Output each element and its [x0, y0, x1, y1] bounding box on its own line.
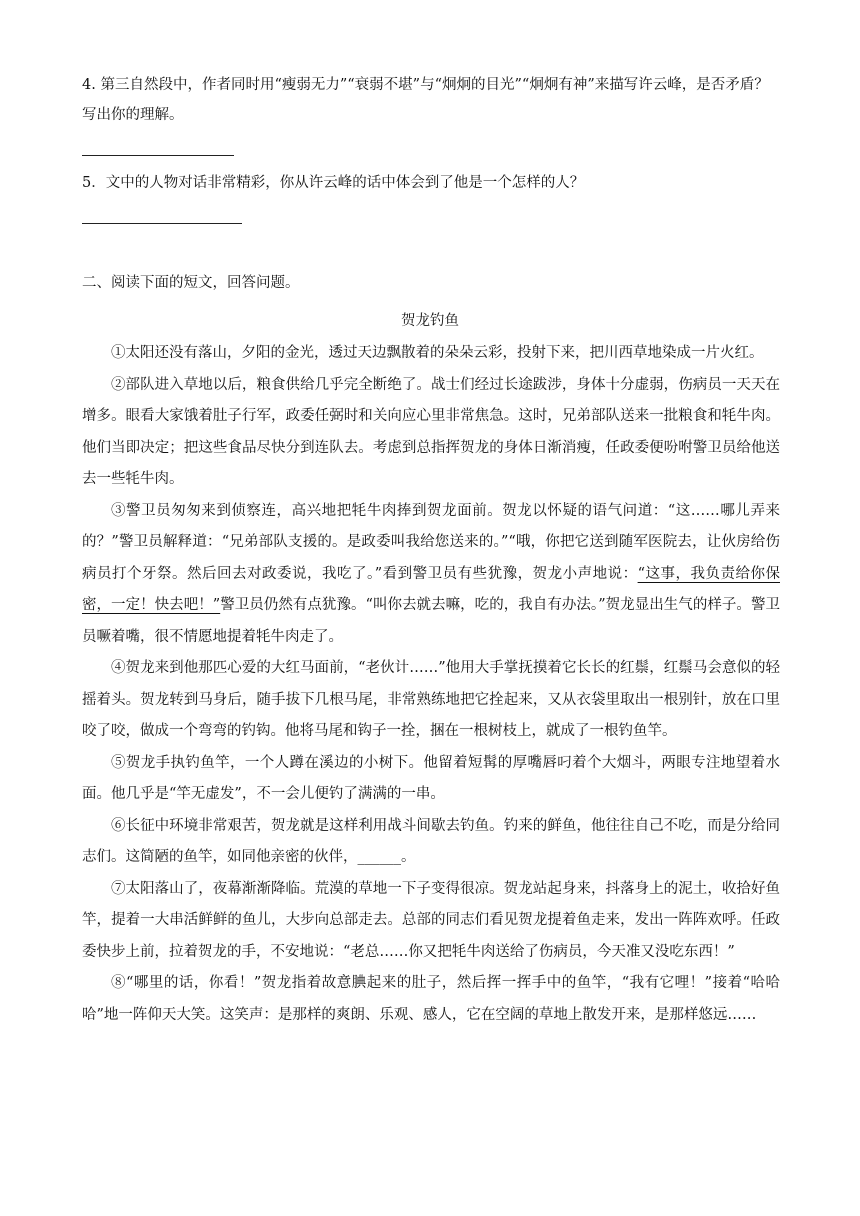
answer-line-5[interactable] [82, 223, 242, 224]
answer-line-4[interactable] [82, 155, 234, 156]
paragraph-5: ⑤贺龙手执钓鱼竿，一个人蹲在溪边的小树下。他留着短髯的厚嘴唇叼着个大烟斗，两眼专注地望着水面。他几乎是“竿无虚发”，不一会儿便钓了满满的一串。 [82, 754, 780, 802]
question-4-line-2: 写出你的理解。 [82, 107, 184, 123]
question-4-line-1: 4. 第三自然段中，作者同时用“瘦弱无力”“衰弱不堪”与“炯炯的目光”“炯炯有神”来描写许云峰，是否矛盾？ [82, 77, 769, 93]
question-5-text: 5．文中的人物对话非常精彩，你从许云峰的话中体会到了他是一个怎样的人？ [82, 175, 585, 191]
paragraph-3-part-a: ③警卫员匆匆来到侦察连，高兴地把牦牛肉捧到贺龙面前。贺龙以怀疑的语气问道：“这……哪儿弄来的？”警卫员解释道：“兄弟部队支援的。是政委叫我给您送来的。”“哦，你把它送到随军医院去，让伙房给伤病员打个牙祭。然后回去对政委说，我吃了。”看到警卫员有些犹豫，贺龙小声地说： [82, 502, 780, 582]
paragraph-4: ④贺龙来到他那匹心爱的大红马面前，“老伙计……”他用大手掌抚摸着它长长的红鬃，红鬃马会意似的轻摇着头。贺龙转到马身后，随手拔下几根马尾，非常熟练地把它拴起来，又从衣袋里取出一根别针，放在口里咬了咬，做成一个弯弯的钓钩。他将马尾和钩子一拴，捆在一根树枝上，就成了一根钓鱼竿。 [82, 660, 780, 739]
paragraph-3-part-b: 警卫员仍然有点犹豫。“叫你去就去嘛，吃的，我自有办法。”贺龙显出生气的样子。警卫员噘着嘴，很不情愿地提着牦牛肉走了。 [82, 597, 780, 645]
section-2-heading: 二、阅读下面的短文，回答问题。 [82, 275, 300, 291]
article-body [82, 338, 780, 1031]
paragraph-8: ⑧“哪里的话，你看！”贺龙指着故意腆起来的肚子，然后挥一挥手中的鱼竿，“我有它哩！”接着“哈哈哈”地一阵仰天大笑。这笑声：是那样的爽朗、乐观、感人，它在空阔的草地上散发开来，是那样悠远…… [82, 975, 780, 1023]
paragraph-3 [82, 496, 780, 654]
underlined-sentence: “这事，我负责给你保密，一定！快去吧！” [82, 565, 780, 613]
question-5 [82, 168, 790, 198]
paragraph-6: ⑥长征中环境非常艰苦，贺龙就是这样利用战斗间歇去钓鱼。钓来的鲜鱼，他往往自己不吃，而是分给同志们。这简陋的鱼竿，如同他亲密的伙伴，______。 [82, 817, 780, 865]
paragraph-1: ①太阳还没有落山，夕阳的金光，透过天边飘散着的朵朵云彩，投射下来，把川西草地染成一片火红。 [111, 345, 764, 361]
paragraph-2: ②部队进入草地以后，粮食供给几乎完全断绝了。战士们经过长途跋涉，身体十分虚弱，伤病员一天天在增多。眼看大家饿着肚子行军，政委任弼时和关向应心里非常焦急。这时，兄弟部队送来一批粮食和牦牛肉。他们当即决定；把这些食品尽快分到连队去。考虑到总指挥贺龙的身体日渐消瘦，任政委便吩咐警卫员给他送去一些牦牛肉。 [82, 376, 780, 487]
question-4 [82, 70, 790, 130]
article-title: 贺龙钓鱼 [401, 313, 459, 329]
paragraph-7: ⑦太阳落山了，夜幕渐渐降临。荒漠的草地一下子变得很凉。贺龙站起身来，抖落身上的泥土，收拾好鱼竿，提着一大串活鲜鲜的鱼儿，大步向总部走去。总部的同志们看见贺龙提着鱼走来，发出一阵阵欢呼。任政委快步上前，拉着贺龙的手，不安地说：“老总……你又把牦牛肉送给了伤病员，今天准又没吃东西！” [82, 880, 780, 960]
